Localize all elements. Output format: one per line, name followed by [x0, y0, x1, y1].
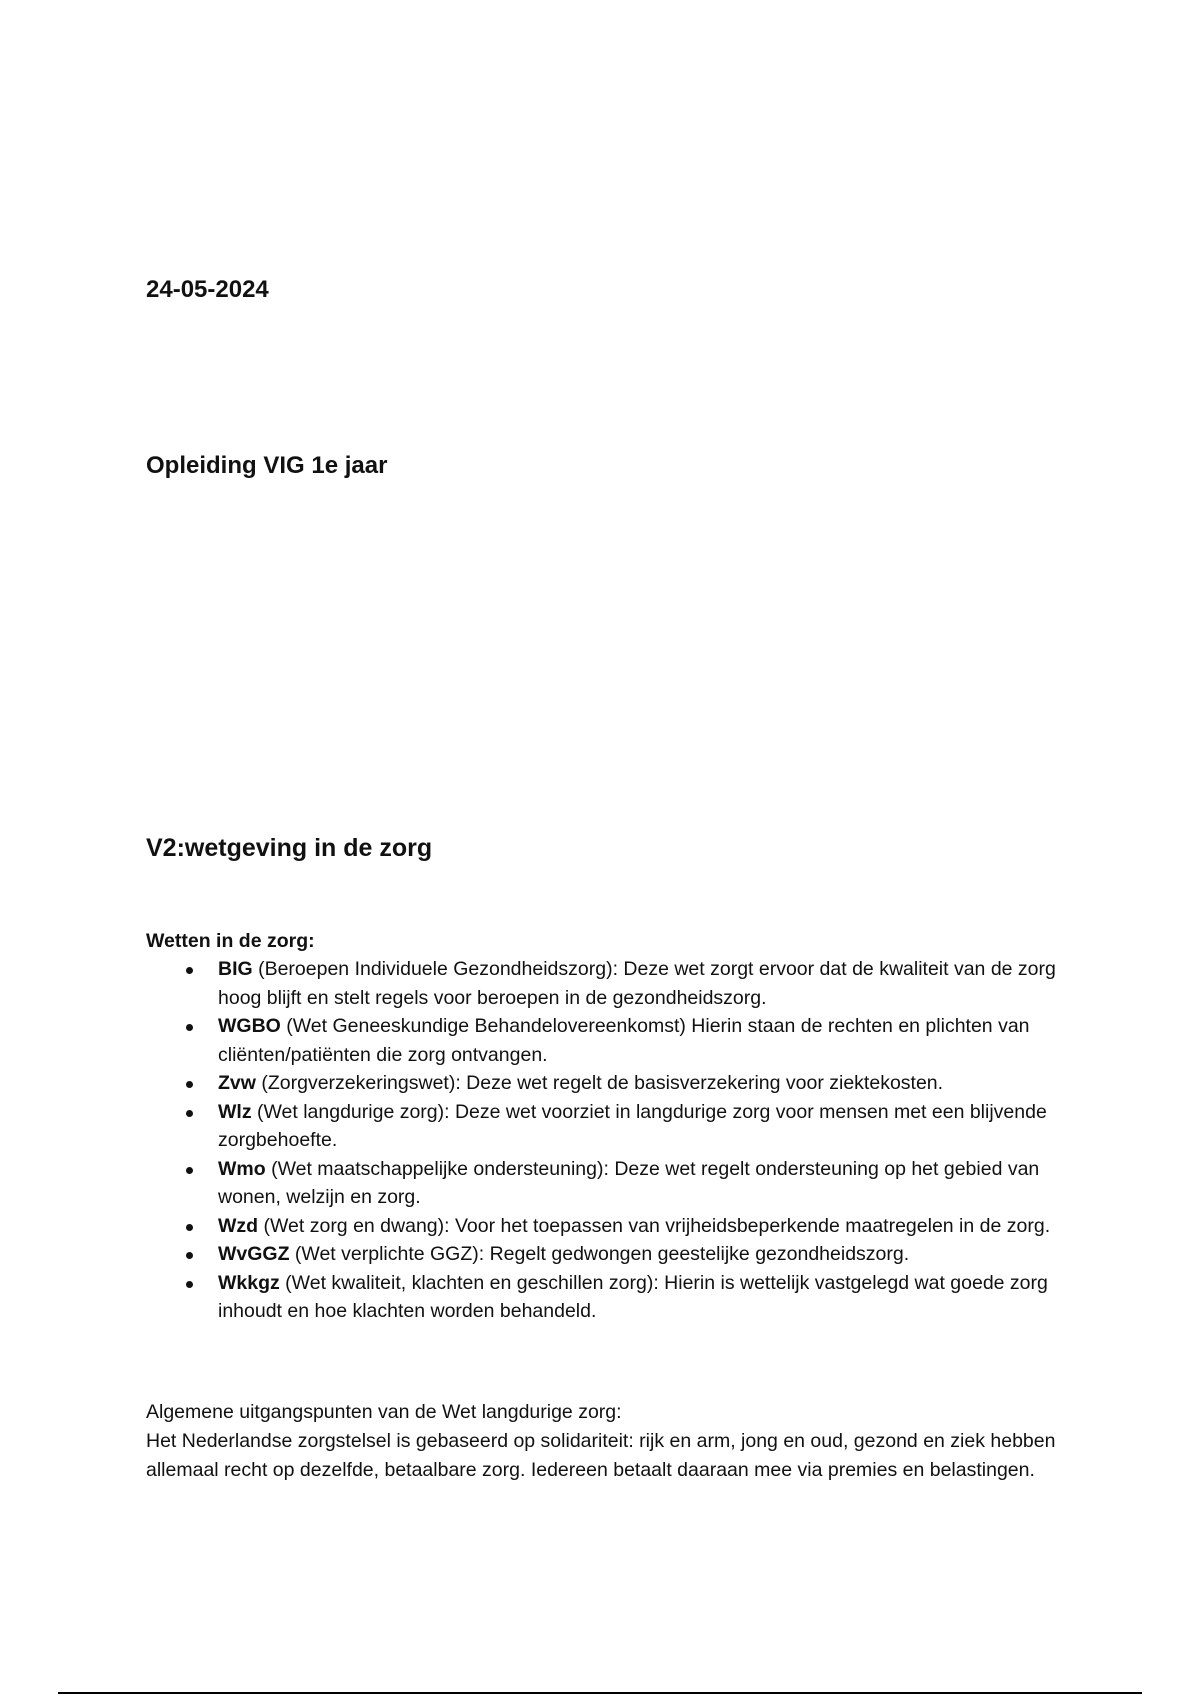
- law-abbreviation: WGBO: [218, 1015, 281, 1037]
- list-item-wmo: [146, 1155, 1076, 1212]
- laws-section: [146, 928, 1076, 1326]
- law-description: (Zorgverzekeringswet): Deze wet regelt de basisverzekering voor ziektekosten.: [255, 1072, 944, 1094]
- law-description: (Wet zorg en dwang): Voor het toepassen van vrijheidsbeperkende maatregelen in de zorg.: [258, 1214, 1051, 1237]
- list-item-wvggz: [146, 1240, 1076, 1269]
- law-abbreviation: Wzd: [218, 1214, 259, 1237]
- law-description: (Wet kwaliteit, klachten en geschillen zorg): Hierin is wettelijk vastgelegd wat goede zorg inhoudt en hoe klachten worden behandeld.: [218, 1271, 1048, 1322]
- law-abbreviation: BIG: [218, 958, 253, 980]
- law-abbreviation: Zvw: [218, 1072, 256, 1094]
- wlz-principles-heading: Algemene uitgangspunten van de Wet langdurige zorg:: [146, 1401, 622, 1423]
- page-divider: [58, 1692, 1142, 1694]
- wlz-principles-body: Het Nederlandse zorgstelsel is gebaseerd op solidariteit: rijk en arm, jong en oud, gezond en ziek hebben allemaal recht op dezelfde, betaalbare zorg. Iedereen betaalt daaraan mee via premies en belastingen.: [146, 1430, 1056, 1481]
- bullet-icon: [186, 1281, 193, 1288]
- law-description: (Wet verplichte GGZ): Regelt gedwongen geestelijke gezondheidszorg.: [289, 1243, 910, 1265]
- chapter-title: V2:wetgeving in de zorg: [146, 834, 433, 862]
- course-title: Opleiding VIG 1e jaar: [146, 452, 388, 479]
- bullet-icon: [186, 1167, 193, 1174]
- law-abbreviation: Wlz: [218, 1100, 252, 1123]
- bullet-icon: [186, 1081, 193, 1088]
- law-description: (Wet Geneeskundige Behandelovereenkomst) Hierin staan de rechten en plichten van cliënten/patiënten die zorg ontvangen.: [218, 1015, 1030, 1066]
- bullet-icon: [186, 1252, 193, 1259]
- list-item-wkkgz: [146, 1269, 1076, 1326]
- law-abbreviation: Wmo: [218, 1157, 266, 1180]
- list-item-wlz: [146, 1098, 1076, 1155]
- bullet-icon: [186, 1110, 193, 1117]
- list-item-wgbo: [146, 1012, 1076, 1069]
- list-item-big: [146, 955, 1076, 1012]
- law-abbreviation: Wkkgz: [218, 1271, 280, 1294]
- bullet-icon: [186, 1224, 193, 1231]
- laws-list: [146, 955, 1076, 1326]
- document-date: 24-05-2024: [146, 276, 269, 303]
- wlz-principles: [146, 1398, 1076, 1485]
- list-item-wzd: [146, 1212, 1076, 1241]
- law-abbreviation: WvGGZ: [218, 1243, 290, 1265]
- law-description: (Beroepen Individuele Gezondheidszorg): Deze wet zorgt ervoor dat de kwaliteit van de zorg hoog blijft en stelt regels voor beroepen in de gezondheidszorg.: [218, 958, 1056, 1009]
- bullet-icon: [186, 1024, 193, 1031]
- law-description: (Wet maatschappelijke ondersteuning): Deze wet regelt ondersteuning op het gebied van wonen, welzijn en zorg.: [218, 1157, 1040, 1208]
- laws-section-heading: Wetten in de zorg:: [146, 930, 315, 952]
- list-item-zvw: [146, 1069, 1076, 1098]
- law-description: (Wet langdurige zorg): Deze wet voorziet in langdurige zorg voor mensen met een blijvende zorgbehoefte.: [218, 1100, 1047, 1151]
- bullet-icon: [186, 967, 193, 974]
